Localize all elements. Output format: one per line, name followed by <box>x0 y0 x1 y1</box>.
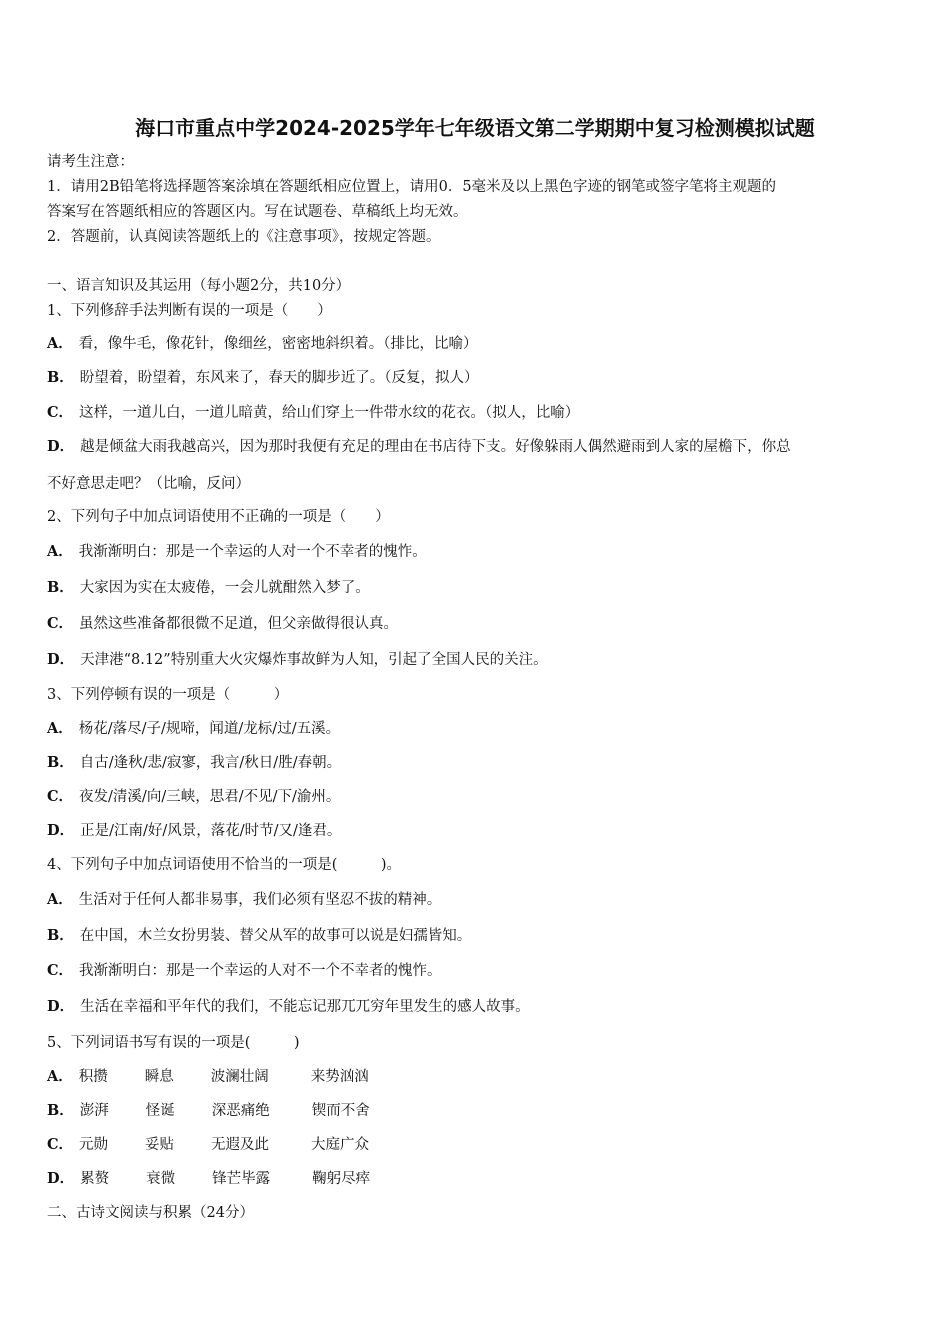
question-3-option-c: C． 夜发/清溪/向/三峡，思君/不见/下/渝州。 <box>47 788 341 805</box>
page-title: 海口市重点中学2024-2025学年七年级语文第二学期期中复习检测模拟试题 <box>135 116 815 140</box>
question-4-option-d: D． 生活在幸福和平年代的我们，不能忘记那兀兀穷年里发生的感人故事。 <box>47 998 530 1015</box>
question-4-option-a: A． 生活对于任何人都非易事，我们必须有坚忍不拔的精神。 <box>47 891 442 908</box>
question-3-option-d: D． 正是/江南/好/风景，落花/时节/又/逢君。 <box>47 822 342 839</box>
question-1-option-d: D． 越是倾盆大雨我越高兴，因为那时我便有充足的理由在书店待下支。好像躲雨人偶然避雨到人家的屋檐下，你总 <box>47 438 791 455</box>
question-3-option-a: A． 杨花/落尽/子/规啼，闻道/龙标/过/五溪。 <box>47 720 341 737</box>
question-3-stem: 3、下列停顿有误的一项是（ ） <box>47 687 289 703</box>
section-2-heading: 二、古诗文阅读与积累（24分） <box>47 1205 254 1221</box>
question-2-option-b: B． 大家因为实在太疲倦，一会儿就酣然入梦了。 <box>47 579 370 596</box>
section-1-heading: 一、语言知识及其运用（每小题2分，共10分） <box>47 278 351 294</box>
question-5-option-d: D． 累赘 衰微 锋芒毕露 鞠躬尽瘁 <box>47 1170 371 1187</box>
notice-item-1-cont: 答案写在答题纸相应的答题区内。写在试题卷、草稿纸上均无效。 <box>47 204 468 220</box>
notice-item-2: 2．答题前，认真阅读答题纸上的《注意事项》，按规定答题。 <box>47 229 441 245</box>
notice-heading: 请考生注意： <box>47 154 134 170</box>
question-5-option-a: A． 积攒 瞬息 波澜壮阔 来势汹汹 <box>47 1068 369 1085</box>
question-1-option-c: C． 这样，一道儿白，一道儿暗黄，给山们穿上一件带水纹的花衣。（拟人，比喻） <box>47 404 580 421</box>
question-5-option-c: C． 元勋 妥贴 无遐及此 大庭广众 <box>47 1136 370 1153</box>
notice-item-1: 1．请用2B铅笔将选择题答案涂填在答题纸相应位置上，请用0．5毫米及以上黑色字迹的钢笔或签字笔将主观题的 <box>47 179 777 195</box>
question-5-stem: 5、下列词语书写有误的一项是( ) <box>47 1035 300 1051</box>
question-1-option-d-cont: 不好意思走吧？（比喻，反问） <box>47 476 250 492</box>
question-2-option-c: C． 虽然这些准备都很微不足道，但父亲做得很认真。 <box>47 615 399 632</box>
question-3-option-b: B． 自古/逢秋/悲/寂寥，我言/秋日/胜/春朝。 <box>47 754 342 771</box>
question-1-option-b: B． 盼望着，盼望着，东风来了，春天的脚步近了。（反复，拟人） <box>47 369 479 386</box>
question-4-stem: 4、下列句子中加点词语使用不恰当的一项是( )。 <box>47 857 402 873</box>
question-1-option-a: A． 看，像牛毛，像花针，像细丝，密密地斜织着。（排比，比喻） <box>47 335 478 352</box>
question-4-option-c: C． 我渐渐明白：那是一个幸运的人对不一个不幸者的愧怍。 <box>47 962 442 979</box>
question-5-option-b: B． 澎湃 怪诞 深恶痛绝 锲而不舍 <box>47 1102 370 1119</box>
question-4-option-b: B． 在中国，木兰女扮男装、替父从军的故事可以说是妇孺皆知。 <box>47 927 472 944</box>
question-1-stem: 1、下列修辞手法判断有误的一项是（ ） <box>47 303 332 319</box>
question-2-stem: 2、下列句子中加点词语使用不正确的一项是（ ） <box>47 509 390 525</box>
question-2-option-d: D． 天津港“8.12”特别重大火灾爆炸事故鲜为人知，引起了全国人民的关注。 <box>47 651 548 668</box>
question-2-option-a: A． 我渐渐明白：那是一个幸运的人对一个不幸者的愧怍。 <box>47 543 427 560</box>
